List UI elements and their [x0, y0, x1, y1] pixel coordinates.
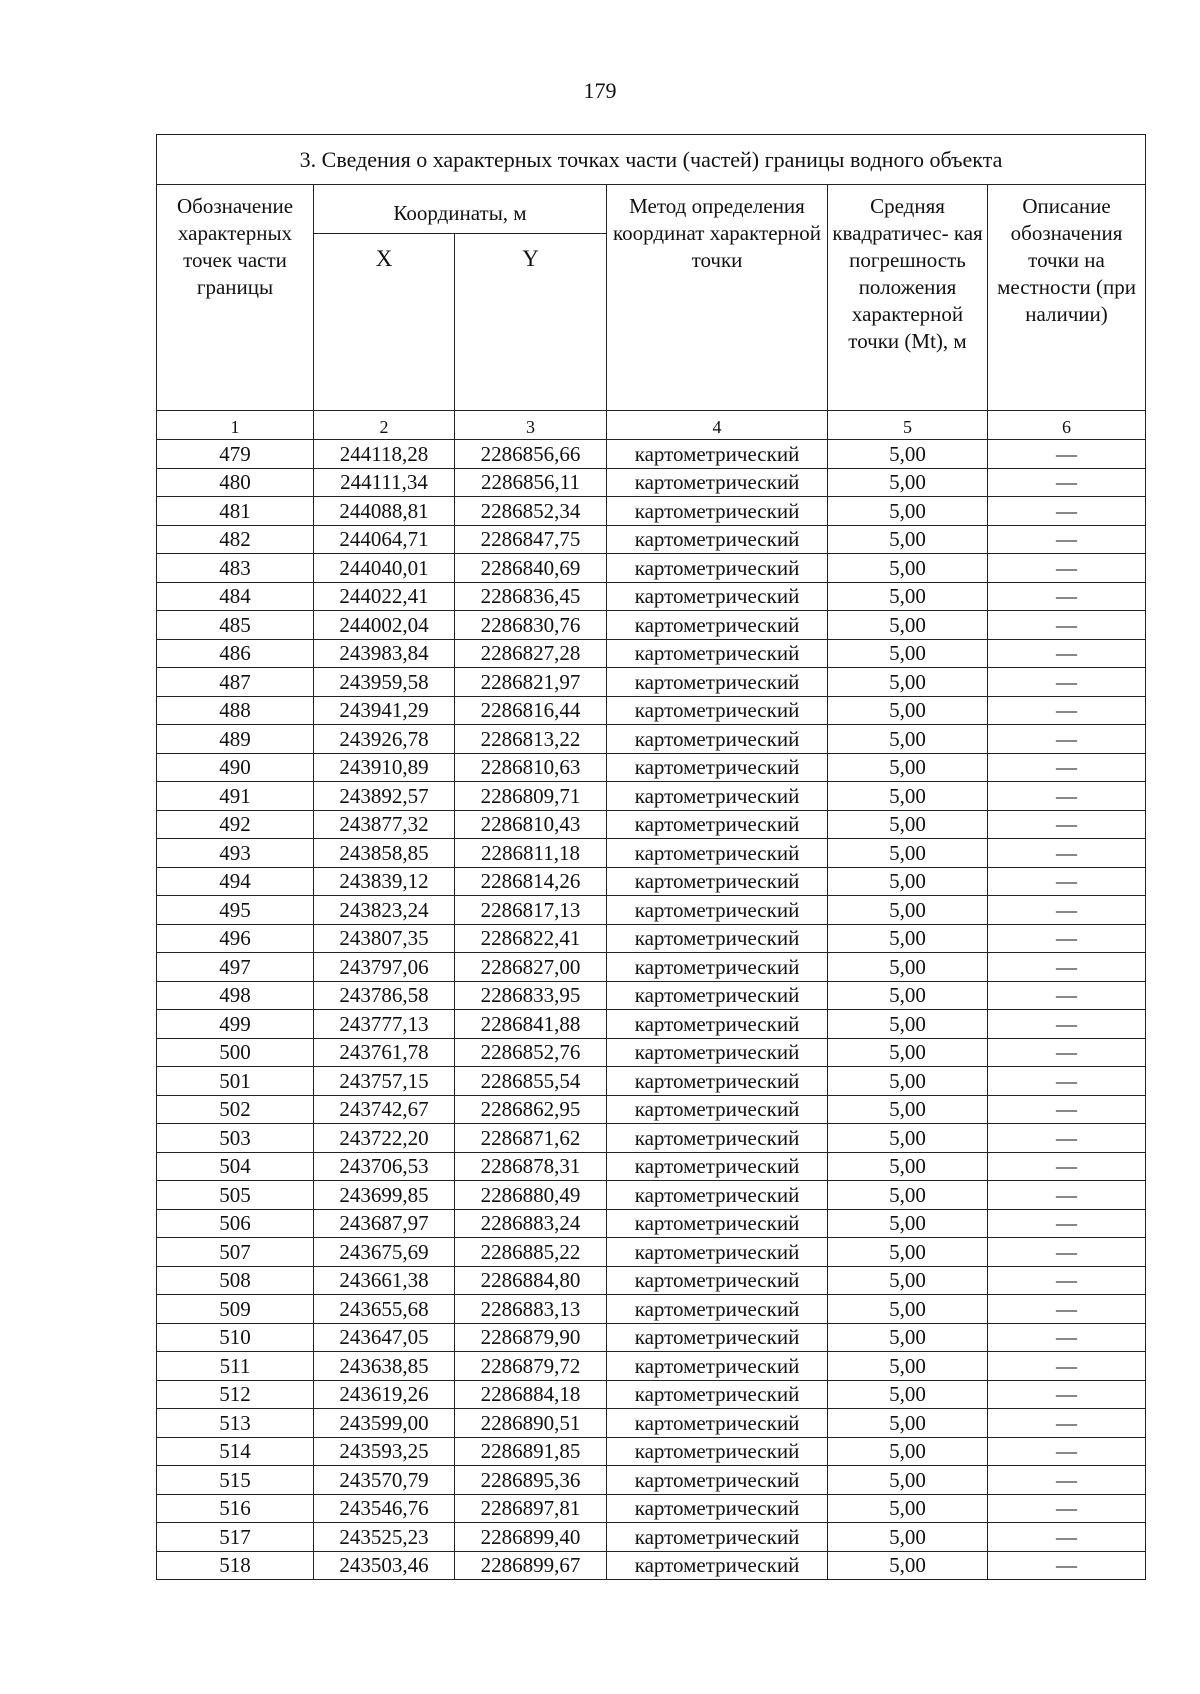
point-number-cell: 484 [157, 582, 314, 611]
point-number-cell: 503 [157, 1124, 314, 1153]
x-coordinate-cell: 243525,23 [314, 1523, 455, 1552]
description-cell: — [988, 810, 1146, 839]
table-row [157, 554, 1146, 583]
point-number-cell: 486 [157, 639, 314, 668]
point-number-cell: 514 [157, 1437, 314, 1466]
accuracy-cell: 5,00 [828, 525, 988, 554]
accuracy-cell: 5,00 [828, 1409, 988, 1438]
method-cell: картометрический [607, 1523, 828, 1552]
description-cell: — [988, 953, 1146, 982]
y-coordinate-cell: 2286809,71 [455, 782, 607, 811]
description-cell: — [988, 839, 1146, 868]
point-number-cell: 506 [157, 1209, 314, 1238]
column-number: 2 [314, 411, 455, 440]
y-coordinate-cell: 2286814,26 [455, 867, 607, 896]
table-row [157, 1295, 1146, 1324]
y-coordinate-cell: 2286885,22 [455, 1238, 607, 1267]
y-coordinate-cell: 2286879,72 [455, 1352, 607, 1381]
table-row [157, 867, 1146, 896]
point-number-cell: 482 [157, 525, 314, 554]
x-coordinate-cell: 244022,41 [314, 582, 455, 611]
y-coordinate-cell: 2286840,69 [455, 554, 607, 583]
description-cell: — [988, 1067, 1146, 1096]
table-row [157, 1466, 1146, 1495]
table-row [157, 782, 1146, 811]
table-row [157, 1494, 1146, 1523]
x-coordinate-cell: 244040,01 [314, 554, 455, 583]
method-cell: картометрический [607, 1295, 828, 1324]
y-coordinate-cell: 2286852,34 [455, 497, 607, 526]
y-coordinate-cell: 2286813,22 [455, 725, 607, 754]
point-number-cell: 491 [157, 782, 314, 811]
method-cell: картометрический [607, 867, 828, 896]
table-row [157, 753, 1146, 782]
point-number-cell: 516 [157, 1494, 314, 1523]
point-number-cell: 513 [157, 1409, 314, 1438]
description-cell: — [988, 468, 1146, 497]
x-coordinate-cell: 244111,34 [314, 468, 455, 497]
accuracy-cell: 5,00 [828, 554, 988, 583]
description-cell: — [988, 639, 1146, 668]
point-number-cell: 490 [157, 753, 314, 782]
table-row [157, 1067, 1146, 1096]
y-coordinate-cell: 2286821,97 [455, 668, 607, 697]
accuracy-cell: 5,00 [828, 696, 988, 725]
accuracy-cell: 5,00 [828, 1551, 988, 1580]
point-number-cell: 511 [157, 1352, 314, 1381]
table-body [157, 440, 1146, 1580]
method-cell: картометрический [607, 839, 828, 868]
description-cell: — [988, 1551, 1146, 1580]
point-number-cell: 488 [157, 696, 314, 725]
y-coordinate-cell: 2286852,76 [455, 1038, 607, 1067]
table-row [157, 810, 1146, 839]
x-coordinate-cell: 243983,84 [314, 639, 455, 668]
point-number-cell: 500 [157, 1038, 314, 1067]
description-cell: — [988, 1010, 1146, 1039]
point-number-cell: 505 [157, 1181, 314, 1210]
method-cell: картометрический [607, 1152, 828, 1181]
x-coordinate-cell: 243503,46 [314, 1551, 455, 1580]
y-coordinate-cell: 2286836,45 [455, 582, 607, 611]
x-coordinate-cell: 243675,69 [314, 1238, 455, 1267]
description-cell: — [988, 696, 1146, 725]
point-number-cell: 495 [157, 896, 314, 925]
accuracy-cell: 5,00 [828, 1067, 988, 1096]
accuracy-cell: 5,00 [828, 896, 988, 925]
description-cell: — [988, 525, 1146, 554]
description-cell: — [988, 1352, 1146, 1381]
method-cell: картометрический [607, 1266, 828, 1295]
accuracy-cell: 5,00 [828, 924, 988, 953]
description-cell: — [988, 896, 1146, 925]
method-cell: картометрический [607, 1380, 828, 1409]
table-row [157, 468, 1146, 497]
description-cell: — [988, 1466, 1146, 1495]
accuracy-cell: 5,00 [828, 440, 988, 469]
description-cell: — [988, 1181, 1146, 1210]
x-coordinate-cell: 243647,05 [314, 1323, 455, 1352]
point-number-cell: 496 [157, 924, 314, 953]
table-row [157, 1238, 1146, 1267]
x-coordinate-cell: 244088,81 [314, 497, 455, 526]
y-coordinate-cell: 2286891,85 [455, 1437, 607, 1466]
method-cell: картометрический [607, 1038, 828, 1067]
y-coordinate-cell: 2286897,81 [455, 1494, 607, 1523]
method-cell: картометрический [607, 497, 828, 526]
method-cell: картометрический [607, 981, 828, 1010]
point-number-cell: 508 [157, 1266, 314, 1295]
accuracy-cell: 5,00 [828, 1124, 988, 1153]
y-coordinate-cell: 2286810,43 [455, 810, 607, 839]
table-row [157, 1010, 1146, 1039]
accuracy-cell: 5,00 [828, 1095, 988, 1124]
column-number: 6 [988, 411, 1146, 440]
point-number-cell: 492 [157, 810, 314, 839]
method-cell: картометрический [607, 1124, 828, 1153]
y-coordinate-cell: 2286884,18 [455, 1380, 607, 1409]
y-coordinate-cell: 2286856,66 [455, 440, 607, 469]
y-coordinate-cell: 2286899,40 [455, 1523, 607, 1552]
table-row [157, 696, 1146, 725]
description-cell: — [988, 1409, 1146, 1438]
x-coordinate-cell: 243570,79 [314, 1466, 455, 1495]
accuracy-cell: 5,00 [828, 1152, 988, 1181]
x-coordinate-cell: 243687,97 [314, 1209, 455, 1238]
point-number-cell: 480 [157, 468, 314, 497]
table-row [157, 1437, 1146, 1466]
accuracy-cell: 5,00 [828, 1523, 988, 1552]
description-cell: — [988, 1523, 1146, 1552]
table-row [157, 1209, 1146, 1238]
table-row [157, 1352, 1146, 1381]
table-row [157, 924, 1146, 953]
point-number-cell: 498 [157, 981, 314, 1010]
accuracy-cell: 5,00 [828, 753, 988, 782]
x-coordinate-cell: 243941,29 [314, 696, 455, 725]
table-row [157, 1551, 1146, 1580]
description-cell: — [988, 582, 1146, 611]
x-coordinate-cell: 243599,00 [314, 1409, 455, 1438]
description-cell: — [988, 1038, 1146, 1067]
point-number-cell: 493 [157, 839, 314, 868]
accuracy-cell: 5,00 [828, 611, 988, 640]
accuracy-cell: 5,00 [828, 1437, 988, 1466]
x-coordinate-cell: 243661,38 [314, 1266, 455, 1295]
description-cell: — [988, 924, 1146, 953]
y-coordinate-cell: 2286884,80 [455, 1266, 607, 1295]
table-row [157, 1323, 1146, 1352]
table-row [157, 896, 1146, 925]
column-number-row [157, 411, 1146, 440]
table-row [157, 1095, 1146, 1124]
method-cell: картометрический [607, 1494, 828, 1523]
accuracy-cell: 5,00 [828, 668, 988, 697]
method-cell: картометрический [607, 525, 828, 554]
x-coordinate-cell: 244002,04 [314, 611, 455, 640]
y-coordinate-cell: 2286827,00 [455, 953, 607, 982]
x-coordinate-cell: 243910,89 [314, 753, 455, 782]
accuracy-cell: 5,00 [828, 1010, 988, 1039]
point-number-cell: 518 [157, 1551, 314, 1580]
header-method: Метод определения координат характерной точки [607, 185, 828, 411]
description-cell: — [988, 1437, 1146, 1466]
description-cell: — [988, 554, 1146, 583]
description-cell: — [988, 1238, 1146, 1267]
method-cell: картометрический [607, 1409, 828, 1438]
accuracy-cell: 5,00 [828, 1266, 988, 1295]
description-cell: — [988, 867, 1146, 896]
y-coordinate-cell: 2286883,24 [455, 1209, 607, 1238]
table-row [157, 1124, 1146, 1153]
accuracy-cell: 5,00 [828, 810, 988, 839]
table-row [157, 1038, 1146, 1067]
method-cell: картометрический [607, 611, 828, 640]
accuracy-cell: 5,00 [828, 782, 988, 811]
point-number-cell: 515 [157, 1466, 314, 1495]
accuracy-cell: 5,00 [828, 1380, 988, 1409]
description-cell: — [988, 668, 1146, 697]
x-coordinate-cell: 243807,35 [314, 924, 455, 953]
method-cell: картометрический [607, 1010, 828, 1039]
accuracy-cell: 5,00 [828, 1494, 988, 1523]
y-coordinate-cell: 2286847,75 [455, 525, 607, 554]
method-cell: картометрический [607, 753, 828, 782]
accuracy-cell: 5,00 [828, 981, 988, 1010]
x-coordinate-cell: 243823,24 [314, 896, 455, 925]
method-cell: картометрический [607, 668, 828, 697]
accuracy-cell: 5,00 [828, 1238, 988, 1267]
point-number-cell: 502 [157, 1095, 314, 1124]
x-coordinate-cell: 243761,78 [314, 1038, 455, 1067]
point-number-cell: 501 [157, 1067, 314, 1096]
table-row [157, 525, 1146, 554]
y-coordinate-cell: 2286827,28 [455, 639, 607, 668]
description-cell: — [988, 611, 1146, 640]
method-cell: картометрический [607, 1323, 828, 1352]
x-coordinate-cell: 244064,71 [314, 525, 455, 554]
y-coordinate-cell: 2286855,54 [455, 1067, 607, 1096]
description-cell: — [988, 1494, 1146, 1523]
x-coordinate-cell: 243959,58 [314, 668, 455, 697]
x-coordinate-cell: 243742,67 [314, 1095, 455, 1124]
point-number-cell: 517 [157, 1523, 314, 1552]
accuracy-cell: 5,00 [828, 953, 988, 982]
boundary-points-table [156, 134, 1146, 1580]
point-number-cell: 509 [157, 1295, 314, 1324]
x-coordinate-cell: 243546,76 [314, 1494, 455, 1523]
point-number-cell: 481 [157, 497, 314, 526]
method-cell: картометрический [607, 696, 828, 725]
description-cell: — [988, 1295, 1146, 1324]
point-number-cell: 497 [157, 953, 314, 982]
point-number-cell: 512 [157, 1380, 314, 1409]
description-cell: — [988, 1095, 1146, 1124]
header-description: Описание обозначения точки на местности (при наличии) [988, 185, 1146, 411]
accuracy-cell: 5,00 [828, 468, 988, 497]
description-cell: — [988, 497, 1146, 526]
y-coordinate-cell: 2286862,95 [455, 1095, 607, 1124]
method-cell: картометрический [607, 924, 828, 953]
column-number: 4 [607, 411, 828, 440]
point-number-cell: 485 [157, 611, 314, 640]
description-cell: — [988, 440, 1146, 469]
y-coordinate-cell: 2286817,13 [455, 896, 607, 925]
method-cell: картометрический [607, 953, 828, 982]
table-row [157, 611, 1146, 640]
description-cell: — [988, 782, 1146, 811]
point-number-cell: 510 [157, 1323, 314, 1352]
table-row [157, 639, 1146, 668]
point-number-cell: 487 [157, 668, 314, 697]
x-coordinate-cell: 243777,13 [314, 1010, 455, 1039]
x-coordinate-cell: 243786,58 [314, 981, 455, 1010]
accuracy-cell: 5,00 [828, 1323, 988, 1352]
x-coordinate-cell: 243757,15 [314, 1067, 455, 1096]
table-row [157, 668, 1146, 697]
description-cell: — [988, 1266, 1146, 1295]
description-cell: — [988, 981, 1146, 1010]
description-cell: — [988, 753, 1146, 782]
y-coordinate-cell: 2286871,62 [455, 1124, 607, 1153]
header-coordinates: Координаты, м [314, 185, 607, 234]
method-cell: картометрический [607, 1437, 828, 1466]
method-cell: картометрический [607, 1181, 828, 1210]
y-coordinate-cell: 2286830,76 [455, 611, 607, 640]
x-coordinate-cell: 243797,06 [314, 953, 455, 982]
method-cell: картометрический [607, 782, 828, 811]
y-coordinate-cell: 2286833,95 [455, 981, 607, 1010]
x-coordinate-cell: 243619,26 [314, 1380, 455, 1409]
description-cell: — [988, 1209, 1146, 1238]
y-coordinate-cell: 2286816,44 [455, 696, 607, 725]
point-number-cell: 499 [157, 1010, 314, 1039]
table-row [157, 725, 1146, 754]
accuracy-cell: 5,00 [828, 839, 988, 868]
table-row [157, 582, 1146, 611]
method-cell: картометрический [607, 810, 828, 839]
method-cell: картометрический [607, 468, 828, 497]
method-cell: картометрический [607, 725, 828, 754]
accuracy-cell: 5,00 [828, 497, 988, 526]
x-coordinate-cell: 243706,53 [314, 1152, 455, 1181]
y-coordinate-cell: 2286880,49 [455, 1181, 607, 1210]
accuracy-cell: 5,00 [828, 1352, 988, 1381]
table-row [157, 981, 1146, 1010]
method-cell: картометрический [607, 896, 828, 925]
accuracy-cell: 5,00 [828, 639, 988, 668]
x-coordinate-cell: 243699,85 [314, 1181, 455, 1210]
table-row [157, 497, 1146, 526]
accuracy-cell: 5,00 [828, 582, 988, 611]
y-coordinate-cell: 2286890,51 [455, 1409, 607, 1438]
y-coordinate-cell: 2286879,90 [455, 1323, 607, 1352]
description-cell: — [988, 1323, 1146, 1352]
x-coordinate-cell: 243926,78 [314, 725, 455, 754]
column-number: 3 [455, 411, 607, 440]
method-cell: картометрический [607, 639, 828, 668]
method-cell: картометрический [607, 440, 828, 469]
accuracy-cell: 5,00 [828, 1209, 988, 1238]
table-row [157, 839, 1146, 868]
accuracy-cell: 5,00 [828, 1466, 988, 1495]
header-designation: Обозначение характерных точек части границы [157, 185, 314, 411]
x-coordinate-cell: 243858,85 [314, 839, 455, 868]
y-coordinate-cell: 2286899,67 [455, 1551, 607, 1580]
y-coordinate-cell: 2286856,11 [455, 468, 607, 497]
method-cell: картометрический [607, 554, 828, 583]
column-number: 5 [828, 411, 988, 440]
x-coordinate-cell: 243877,32 [314, 810, 455, 839]
x-coordinate-cell: 243722,20 [314, 1124, 455, 1153]
method-cell: картометрический [607, 1238, 828, 1267]
method-cell: картометрический [607, 1352, 828, 1381]
column-number: 1 [157, 411, 314, 440]
x-coordinate-cell: 243839,12 [314, 867, 455, 896]
accuracy-cell: 5,00 [828, 1181, 988, 1210]
point-number-cell: 507 [157, 1238, 314, 1267]
header-y: Y [455, 234, 607, 411]
point-number-cell: 483 [157, 554, 314, 583]
table-caption: 3. Сведения о характерных точках части (частей) границы водного объекта [157, 135, 1146, 185]
table-row [157, 1409, 1146, 1438]
accuracy-cell: 5,00 [828, 1295, 988, 1324]
method-cell: картометрический [607, 1551, 828, 1580]
description-cell: — [988, 1380, 1146, 1409]
description-cell: — [988, 725, 1146, 754]
header-accuracy: Средняя квадратичес- кая погрешность положения характерной точки (Mt), м [828, 185, 988, 411]
method-cell: картометрический [607, 1209, 828, 1238]
x-coordinate-cell: 243655,68 [314, 1295, 455, 1324]
description-cell: — [988, 1124, 1146, 1153]
page-number: 179 [583, 78, 617, 103]
accuracy-cell: 5,00 [828, 867, 988, 896]
point-number-cell: 504 [157, 1152, 314, 1181]
table-row [157, 1380, 1146, 1409]
method-cell: картометрический [607, 1095, 828, 1124]
x-coordinate-cell: 243593,25 [314, 1437, 455, 1466]
method-cell: картометрический [607, 1466, 828, 1495]
table-row [157, 1523, 1146, 1552]
accuracy-cell: 5,00 [828, 725, 988, 754]
description-cell: — [988, 1152, 1146, 1181]
table-row [157, 1266, 1146, 1295]
method-cell: картометрический [607, 582, 828, 611]
y-coordinate-cell: 2286810,63 [455, 753, 607, 782]
y-coordinate-cell: 2286883,13 [455, 1295, 607, 1324]
y-coordinate-cell: 2286895,36 [455, 1466, 607, 1495]
table-row [157, 953, 1146, 982]
table-row [157, 440, 1146, 469]
point-number-cell: 479 [157, 440, 314, 469]
x-coordinate-cell: 244118,28 [314, 440, 455, 469]
y-coordinate-cell: 2286841,88 [455, 1010, 607, 1039]
x-coordinate-cell: 243892,57 [314, 782, 455, 811]
header-x: X [314, 234, 455, 411]
table-row [157, 1152, 1146, 1181]
y-coordinate-cell: 2286822,41 [455, 924, 607, 953]
y-coordinate-cell: 2286878,31 [455, 1152, 607, 1181]
accuracy-cell: 5,00 [828, 1038, 988, 1067]
point-number-cell: 489 [157, 725, 314, 754]
point-number-cell: 494 [157, 867, 314, 896]
method-cell: картометрический [607, 1067, 828, 1096]
x-coordinate-cell: 243638,85 [314, 1352, 455, 1381]
y-coordinate-cell: 2286811,18 [455, 839, 607, 868]
table-row [157, 1181, 1146, 1210]
